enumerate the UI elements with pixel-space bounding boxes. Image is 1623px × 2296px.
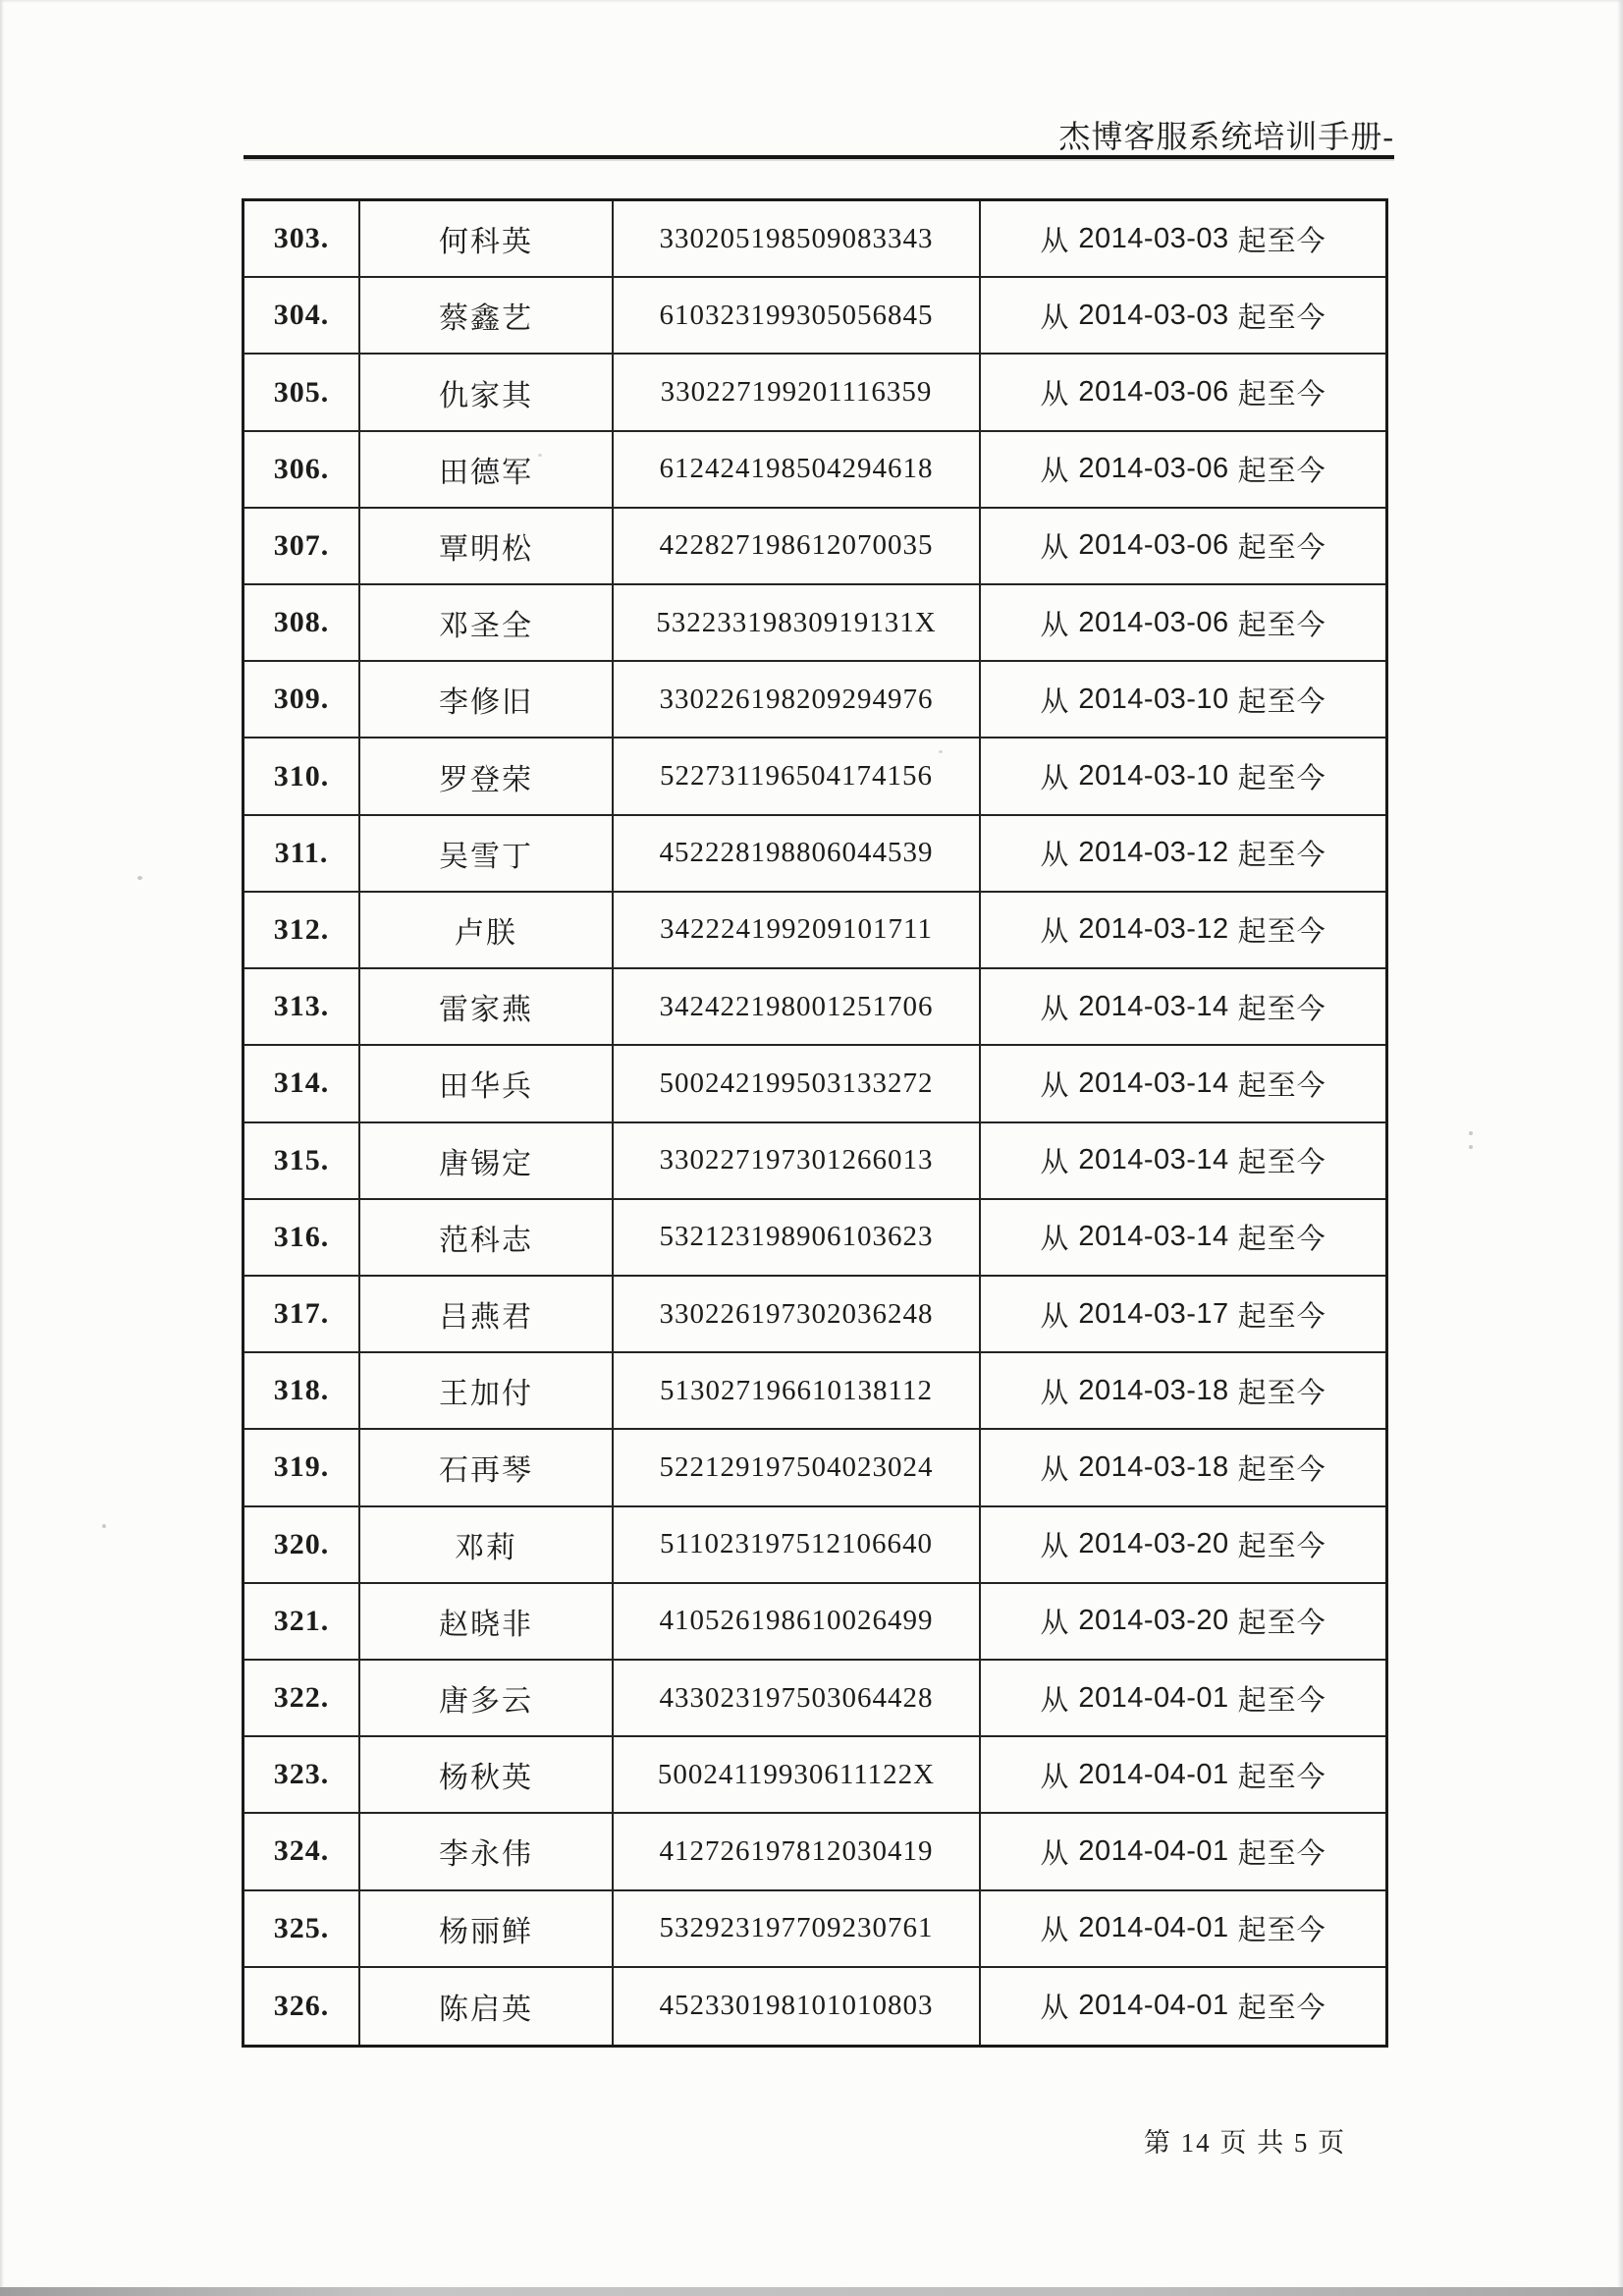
person-name-cell	[360, 1430, 614, 1506]
id-number-cell	[614, 893, 981, 969]
person-name-cell	[360, 1200, 614, 1277]
service-start-date: 2014-03-12	[1078, 913, 1229, 946]
period-suffix: 起至今	[1237, 993, 1326, 1025]
service-start-date: 2014-03-14	[1078, 990, 1229, 1022]
period-suffix: 起至今	[1237, 1377, 1326, 1409]
row-number: 318.	[273, 1374, 330, 1407]
person-name: 唐锡定	[439, 1147, 533, 1180]
person-name-cell	[360, 201, 614, 278]
period-prefix: 从	[1040, 379, 1070, 411]
person-name-cell	[360, 1661, 614, 1737]
row-number: 315.	[273, 1143, 330, 1176]
period-prefix: 从	[1040, 1453, 1070, 1486]
service-period-cell	[981, 509, 1385, 585]
period-prefix: 从	[1040, 1837, 1070, 1870]
row-number: 310.	[273, 759, 330, 793]
service-start-date: 2014-03-03	[1078, 299, 1229, 331]
period-suffix: 起至今	[1237, 456, 1326, 488]
person-name-cell	[360, 738, 614, 815]
row-number-cell	[244, 1814, 360, 1890]
service-start-date: 2014-03-06	[1078, 453, 1229, 485]
service-period-cell	[981, 1814, 1385, 1890]
row-number: 324.	[273, 1834, 330, 1868]
scan-speck	[1469, 1145, 1473, 1149]
period-prefix: 从	[1040, 1761, 1070, 1793]
row-number: 321.	[273, 1604, 330, 1637]
id-number-cell	[614, 1430, 981, 1506]
period-suffix: 起至今	[1237, 1531, 1326, 1563]
service-period-cell	[981, 278, 1385, 355]
period-suffix: 起至今	[1237, 1300, 1326, 1333]
row-number-cell	[244, 1430, 360, 1506]
service-period-cell	[981, 1353, 1385, 1430]
id-number-cell	[614, 1814, 981, 1890]
period-suffix: 起至今	[1237, 1224, 1326, 1256]
period-suffix: 起至今	[1237, 685, 1326, 718]
id-number: 330226198209294976	[659, 683, 934, 715]
period-suffix: 起至今	[1237, 1069, 1326, 1102]
id-number-cell	[614, 1891, 981, 1968]
row-number-cell	[244, 585, 360, 662]
row-number-cell	[244, 355, 360, 431]
period-prefix: 从	[1040, 840, 1070, 872]
period-suffix: 起至今	[1237, 1761, 1326, 1793]
service-period-cell	[981, 1737, 1385, 1814]
row-number: 323.	[273, 1758, 330, 1791]
period-suffix: 起至今	[1237, 1608, 1326, 1640]
person-name: 王加付	[439, 1378, 533, 1411]
id-number: 410526198610026499	[659, 1605, 934, 1637]
service-period-cell	[981, 1430, 1385, 1506]
row-number-cell	[244, 738, 360, 815]
period-suffix: 起至今	[1237, 225, 1326, 257]
period-prefix: 从	[1040, 532, 1070, 565]
id-number-cell	[614, 1277, 981, 1353]
id-number-cell	[614, 509, 981, 585]
scan-edge-right	[1617, 0, 1623, 2296]
row-number: 311.	[274, 836, 329, 869]
row-number-cell	[244, 1737, 360, 1814]
service-period-cell	[981, 1277, 1385, 1353]
scan-speck	[1469, 1131, 1473, 1135]
row-number-cell	[244, 278, 360, 355]
service-period-cell	[981, 432, 1385, 509]
period-suffix: 起至今	[1237, 1147, 1326, 1179]
service-period-cell	[981, 969, 1385, 1046]
period-prefix: 从	[1040, 456, 1070, 488]
row-number: 319.	[273, 1450, 330, 1484]
service-period-cell	[981, 1661, 1385, 1737]
period-suffix: 起至今	[1237, 840, 1326, 872]
id-number: 330227199201116359	[660, 376, 933, 409]
service-period-cell	[981, 1891, 1385, 1968]
person-name: 赵晓非	[439, 1608, 533, 1641]
person-name: 田华兵	[439, 1070, 533, 1104]
service-period-cell	[981, 1584, 1385, 1661]
service-period-cell	[981, 816, 1385, 893]
id-number-cell	[614, 1123, 981, 1200]
row-number-cell	[244, 509, 360, 585]
id-number: 342422198001251706	[659, 990, 934, 1022]
id-number: 452228198806044539	[659, 837, 934, 869]
person-name-cell	[360, 1046, 614, 1122]
service-period-cell	[981, 1507, 1385, 1584]
id-number-cell	[614, 1661, 981, 1737]
period-prefix: 从	[1040, 685, 1070, 718]
person-name: 唐多云	[439, 1685, 533, 1719]
row-number: 305.	[273, 375, 330, 409]
person-name-cell	[360, 1123, 614, 1200]
row-number-cell	[244, 432, 360, 509]
person-name-cell	[360, 1584, 614, 1661]
id-number: 452330198101010803	[659, 1990, 934, 2022]
person-name: 李修旧	[439, 686, 533, 720]
period-suffix: 起至今	[1237, 1915, 1326, 1947]
person-name: 李永伟	[439, 1838, 533, 1872]
id-number-cell	[614, 1200, 981, 1277]
row-number-cell	[244, 1123, 360, 1200]
row-number: 303.	[273, 222, 330, 255]
person-name-cell	[360, 1891, 614, 1968]
service-start-date: 2014-04-01	[1078, 1912, 1229, 1944]
period-suffix: 起至今	[1237, 1453, 1326, 1486]
service-start-date: 2014-03-06	[1078, 529, 1229, 562]
id-number: 330205198509083343	[659, 222, 934, 254]
period-suffix: 起至今	[1237, 763, 1326, 795]
service-period-cell	[981, 355, 1385, 431]
scan-speck	[102, 1524, 106, 1528]
service-start-date: 2014-04-01	[1078, 1990, 1229, 2022]
service-start-date: 2014-03-03	[1078, 222, 1229, 254]
row-number-cell	[244, 1046, 360, 1122]
id-number-cell	[614, 1353, 981, 1430]
row-number: 304.	[273, 299, 330, 332]
service-start-date: 2014-03-20	[1078, 1605, 1229, 1637]
scan-edge-bottom	[0, 2287, 1623, 2296]
person-name-cell	[360, 1968, 614, 2045]
service-start-date: 2014-03-20	[1078, 1528, 1229, 1560]
id-number: 433023197503064428	[659, 1681, 934, 1714]
id-number-cell	[614, 278, 981, 355]
person-name: 卢朕	[455, 916, 517, 950]
service-period-cell	[981, 1200, 1385, 1277]
period-prefix: 从	[1040, 1300, 1070, 1333]
id-number-cell	[614, 585, 981, 662]
service-start-date: 2014-03-12	[1078, 837, 1229, 869]
row-number: 316.	[273, 1220, 330, 1253]
id-number: 522731196504174156	[660, 760, 933, 793]
scan-edge-left	[0, 0, 4, 2296]
period-prefix: 从	[1040, 1377, 1070, 1409]
person-name-cell	[360, 1277, 614, 1353]
id-number-cell	[614, 969, 981, 1046]
row-number-cell	[244, 969, 360, 1046]
period-suffix: 起至今	[1237, 532, 1326, 565]
person-name-cell	[360, 893, 614, 969]
period-prefix: 从	[1040, 1224, 1070, 1256]
header-rule	[243, 155, 1394, 159]
id-number: 612424198504294618	[659, 453, 934, 485]
row-number: 309.	[273, 683, 330, 716]
id-number: 532923197709230761	[659, 1912, 934, 1944]
footer-page-info: 第 14 页 共 5 页	[1143, 2128, 1347, 2158]
scan-edge-top	[0, 0, 1623, 3]
service-start-date: 2014-04-01	[1078, 1758, 1229, 1790]
period-suffix: 起至今	[1237, 301, 1326, 334]
id-number-cell	[614, 201, 981, 278]
id-number: 342224199209101711	[660, 913, 933, 946]
person-name: 雷家燕	[439, 994, 533, 1027]
period-prefix: 从	[1040, 301, 1070, 334]
person-name: 杨丽鲜	[439, 1915, 533, 1948]
period-suffix: 起至今	[1237, 609, 1326, 641]
person-name-cell	[360, 1814, 614, 1890]
scan-speck	[939, 750, 943, 753]
id-number: 511023197512106640	[660, 1528, 933, 1560]
service-period-cell	[981, 1968, 1385, 2045]
roster-table	[242, 198, 1388, 2048]
id-number-cell	[614, 1968, 981, 2045]
person-name-cell	[360, 509, 614, 585]
period-suffix: 起至今	[1237, 1837, 1326, 1870]
id-number: 522129197504023024	[659, 1450, 934, 1483]
id-number-cell	[614, 816, 981, 893]
person-name-cell	[360, 432, 614, 509]
period-prefix: 从	[1040, 1684, 1070, 1717]
service-start-date: 2014-03-10	[1078, 683, 1229, 715]
person-name: 范科志	[439, 1224, 533, 1257]
period-prefix: 从	[1040, 1147, 1070, 1179]
service-period-cell	[981, 893, 1385, 969]
person-name-cell	[360, 662, 614, 738]
scan-speck	[137, 876, 142, 880]
id-number: 53223319830919131X	[656, 606, 937, 638]
person-name-cell	[360, 585, 614, 662]
service-period-cell	[981, 738, 1385, 815]
person-name: 吕燕君	[439, 1301, 533, 1335]
id-number: 532123198906103623	[659, 1221, 934, 1253]
id-number-cell	[614, 1737, 981, 1814]
id-number: 500242199503133272	[659, 1066, 934, 1099]
row-number: 314.	[273, 1066, 330, 1100]
period-prefix: 从	[1040, 916, 1070, 949]
id-number-cell	[614, 432, 981, 509]
service-start-date: 2014-03-06	[1078, 606, 1229, 638]
row-number-cell	[244, 1200, 360, 1277]
person-name: 陈启英	[439, 1993, 533, 2026]
row-number-cell	[244, 662, 360, 738]
id-number: 412726197812030419	[659, 1834, 934, 1867]
period-suffix: 起至今	[1237, 1993, 1326, 2025]
row-number: 317.	[273, 1297, 330, 1331]
person-name-cell	[360, 969, 614, 1046]
id-number: 610323199305056845	[659, 299, 934, 331]
id-number-cell	[614, 1507, 981, 1584]
service-start-date: 2014-03-14	[1078, 1144, 1229, 1176]
service-start-date: 2014-04-01	[1078, 1681, 1229, 1714]
row-number: 320.	[273, 1527, 330, 1560]
period-suffix: 起至今	[1237, 1684, 1326, 1717]
row-number-cell	[244, 1968, 360, 2045]
person-name-cell	[360, 1353, 614, 1430]
person-name-cell	[360, 1737, 614, 1814]
row-number: 313.	[273, 990, 330, 1023]
row-number: 306.	[273, 452, 330, 485]
person-name-cell	[360, 278, 614, 355]
id-number-cell	[614, 355, 981, 431]
person-name: 邓圣全	[439, 610, 533, 643]
person-name: 吴雪丁	[439, 840, 533, 873]
row-number: 307.	[273, 528, 330, 562]
service-period-cell	[981, 1123, 1385, 1200]
row-number: 308.	[273, 606, 330, 639]
row-number-cell	[244, 1584, 360, 1661]
row-number-cell	[244, 1891, 360, 1968]
row-number-cell	[244, 1507, 360, 1584]
row-number: 322.	[273, 1681, 330, 1715]
id-number: 513027196610138112	[660, 1374, 933, 1406]
service-start-date: 2014-03-18	[1078, 1450, 1229, 1483]
period-prefix: 从	[1040, 1608, 1070, 1640]
person-name-cell	[360, 816, 614, 893]
service-start-date: 2014-03-06	[1078, 376, 1229, 409]
person-name: 杨秋英	[439, 1762, 533, 1795]
row-number-cell	[244, 1277, 360, 1353]
row-number-cell	[244, 816, 360, 893]
person-name: 何科英	[439, 226, 533, 259]
person-name: 邓莉	[455, 1531, 517, 1564]
period-prefix: 从	[1040, 763, 1070, 795]
id-number-cell	[614, 738, 981, 815]
period-suffix: 起至今	[1237, 379, 1326, 411]
row-number: 312.	[273, 912, 330, 946]
row-number: 325.	[273, 1911, 330, 1944]
person-name: 仇家其	[439, 379, 533, 412]
period-suffix: 起至今	[1237, 916, 1326, 949]
id-number: 330226197302036248	[659, 1297, 934, 1330]
person-name-cell	[360, 355, 614, 431]
period-prefix: 从	[1040, 1531, 1070, 1563]
row-number-cell	[244, 1353, 360, 1430]
period-prefix: 从	[1040, 225, 1070, 257]
id-number: 50024119930611122X	[657, 1758, 936, 1790]
service-start-date: 2014-03-14	[1078, 1221, 1229, 1253]
id-number-cell	[614, 1046, 981, 1122]
id-number-cell	[614, 1584, 981, 1661]
id-number-cell	[614, 662, 981, 738]
person-name: 覃明松	[439, 532, 533, 566]
id-number: 330227197301266013	[659, 1144, 934, 1176]
service-start-date: 2014-03-17	[1078, 1297, 1229, 1330]
row-number-cell	[244, 893, 360, 969]
service-period-cell	[981, 662, 1385, 738]
person-name: 罗登荣	[439, 763, 533, 796]
period-prefix: 从	[1040, 1993, 1070, 2025]
service-start-date: 2014-04-01	[1078, 1834, 1229, 1867]
service-start-date: 2014-03-10	[1078, 760, 1229, 793]
scan-speck	[538, 454, 542, 457]
row-number: 326.	[273, 1989, 330, 2022]
person-name: 田德军	[439, 456, 533, 489]
period-prefix: 从	[1040, 609, 1070, 641]
period-prefix: 从	[1040, 1915, 1070, 1947]
service-start-date: 2014-03-18	[1078, 1374, 1229, 1406]
period-prefix: 从	[1040, 993, 1070, 1025]
person-name: 石再琴	[439, 1454, 533, 1488]
person-name-cell	[360, 1507, 614, 1584]
row-number-cell	[244, 1661, 360, 1737]
service-period-cell	[981, 585, 1385, 662]
service-period-cell	[981, 201, 1385, 278]
header-title: 杰博客服系统培训手册-	[1058, 119, 1394, 154]
service-start-date: 2014-03-14	[1078, 1066, 1229, 1099]
service-period-cell	[981, 1046, 1385, 1122]
person-name: 蔡鑫艺	[439, 302, 533, 336]
period-prefix: 从	[1040, 1069, 1070, 1102]
row-number-cell	[244, 201, 360, 278]
id-number: 422827198612070035	[659, 529, 934, 562]
